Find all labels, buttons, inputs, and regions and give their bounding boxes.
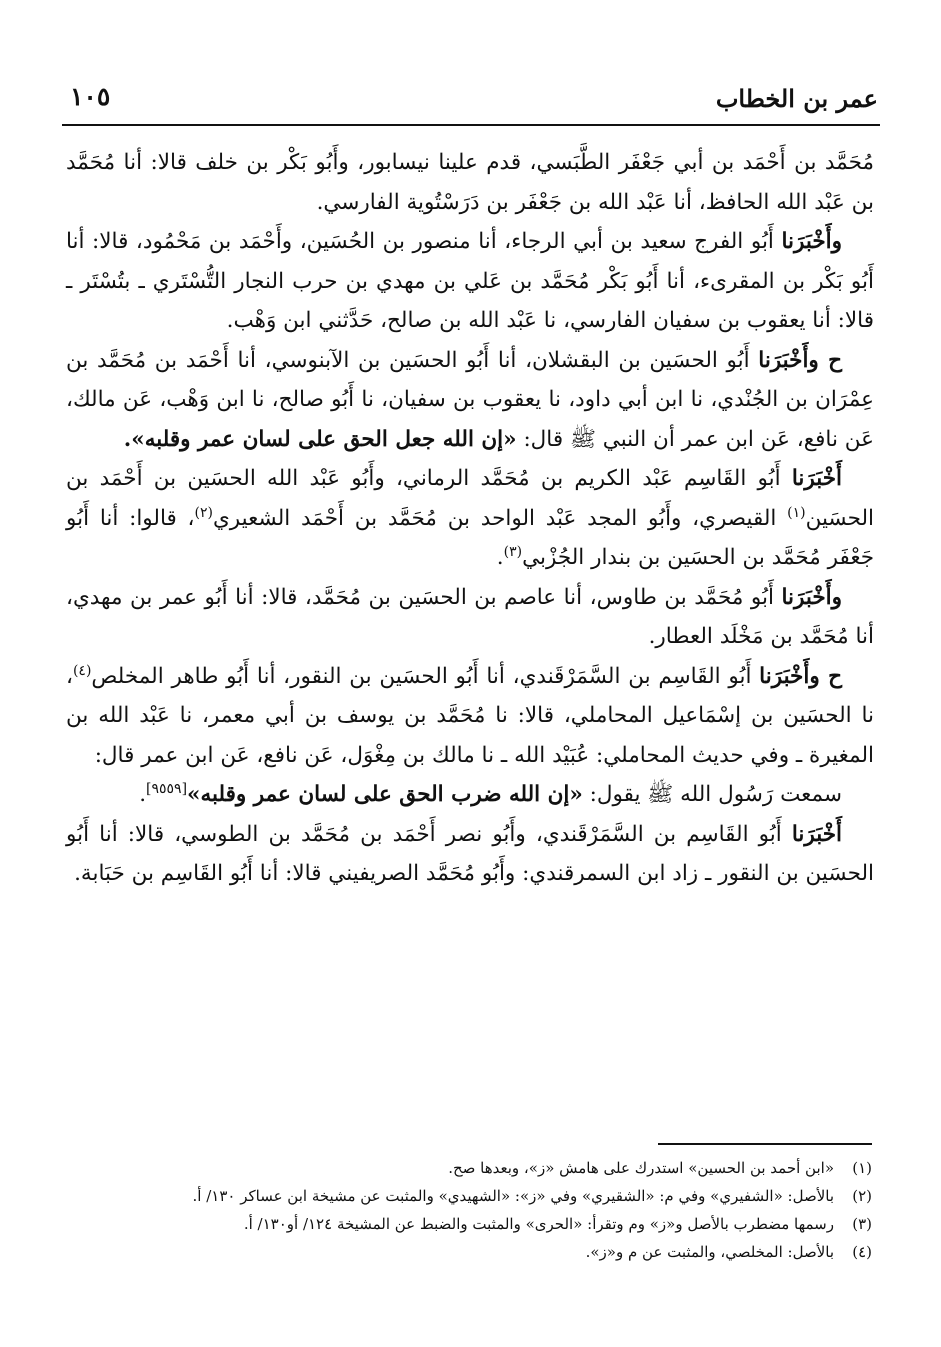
footnotes xyxy=(100,1154,872,1266)
paragraph xyxy=(66,341,874,460)
main-text xyxy=(66,143,874,894)
chain-lead: أَخْبَرَنا xyxy=(791,466,842,491)
page-number: ١٠٥ xyxy=(70,82,111,111)
paragraph xyxy=(66,657,874,776)
paragraph-text: ، نا الحسَين بن إسْمَاعيل المحاملي، قالا: نا مُحَمَّد بن يوسف بن أبي معمر، نا عَبْد الله بن المغيرة ـ وفي حديث المحاملي: عُبَيْد الله ـ نا مالك بن مِغْوَل، عَن نافع، عَن ابن عمر قال: xyxy=(66,663,874,768)
footnote-text: بالأصل: المخلصي، والمثبت عن م و«ز». xyxy=(585,1243,834,1261)
chain-lead: ح وأَخْبَرَنا xyxy=(758,347,843,373)
paragraph xyxy=(66,578,874,657)
footnote-text: «ابن أحمد بن الحسين» استدرك على هامش «ز»، وبعدها صح. xyxy=(448,1159,834,1177)
paragraph xyxy=(66,815,874,894)
footnote-number: (١) xyxy=(852,1159,872,1177)
footnote-text: بالأصل: «الشفيري» وفي م: «الشقيري» وفي «ز»: «الشهيدي» والمثبت عن مشيخة ابن عساكر ١٣٠/ أ. xyxy=(192,1187,834,1205)
hadith-text: «إن الله ضرب الحق على لسان عمر وقلبه» xyxy=(187,782,583,807)
paragraph-text: . xyxy=(496,545,504,570)
chain-lead: أَخْبَرَنا xyxy=(791,821,842,847)
hadith-number: [٩٥٥٩] xyxy=(146,780,188,797)
paragraph-text: أَبُو الفرج سعيد بن أبي الرجاء، أنا منصور بن الحُسَين، وأَحْمَد بن مَحْمُود، قالا: أنا أَبُو بَكْر بن المقرىء، أنا أَبُو بَكْر مُحَمَّد بن عَلي بن مهدي بن حرب النجار التُّسْتَري ـ بتُسْتَر ـ قالا: أنا يعقوب بن سفيان الفارسي، نا عَبْد الله بن صالح، حَدَّثني ابن وَهْب. xyxy=(66,229,874,333)
footnote xyxy=(100,1154,872,1182)
footnote-ref: (٢) xyxy=(194,504,213,521)
paragraph-text: أَبُو القَاسِم بن السَّمَرْقَندي، أنا أَبُو الحسَين بن النقور، أنا أَبُو طاهر المخلص xyxy=(91,663,760,689)
paragraph xyxy=(66,775,874,815)
paragraph-text: أَبُو مُحَمَّد بن طاوس، أنا عاصم بن الحسَين بن مُحَمَّد، قالا: أنا أَبُو عمر بن مهدي، أنا مُحَمَّد بن مَخْلَد العطار. xyxy=(66,584,874,649)
chain-lead: وأَخْبَرَنا xyxy=(781,584,842,610)
footnote xyxy=(100,1210,872,1238)
page-header xyxy=(62,78,880,118)
footnote-ref: (١) xyxy=(787,504,806,521)
paragraph-text: ، قالوا: أنا أَبُو جَعْفَر مُحَمَّد بن الحسَين بن بندار الجُزْبي xyxy=(66,505,874,570)
footnote-number: (٣) xyxy=(852,1215,872,1233)
footnote-number: (٢) xyxy=(852,1187,872,1205)
paragraph-text: سمعت رَسُول الله ﷺ يقول: xyxy=(582,782,842,807)
paragraph xyxy=(66,222,874,341)
header-rule xyxy=(62,124,880,126)
footnote-text: رسمها مضطرب بالأصل و«ز» وم وتقرأ: «الحرى» والمثبت والضبط عن المشيخة ١٢٤/ أو١٣٠/ أ. xyxy=(243,1215,834,1233)
running-title: عمر بن الخطاب xyxy=(715,84,878,113)
hadith-text: «إن الله جعل الحق على لسان عمر وقلبه». xyxy=(123,426,517,452)
footnote xyxy=(100,1182,872,1210)
paragraph-text: مُحَمَّد بن أَحْمَد بن أبي جَعْفَر الطَّبَسي، قدم علينا نيسابور، وأَبُو بَكْر بن خلف قالا: أنا مُحَمَّد بن عَبْد الله الحافظ، أنا عَبْد الله بن جَعْفَر بن دَرَسْتُوية الفارسي. xyxy=(66,150,874,215)
paragraph-text: أَبُو القَاسِم عَبْد الكريم بن مُحَمَّد الرماني، وأَبُو عَبْد الله الحسَين بن أَحْمَد بن الحسَين xyxy=(66,466,875,531)
paragraph-text: القيصري، وأَبُو المجد عَبْد الواحد بن مُحَمَّد بن أَحْمَد الشعيري xyxy=(212,505,788,531)
paragraph xyxy=(66,143,874,222)
chain-lead: وأَخْبَرَنا xyxy=(781,229,842,254)
footnote-ref: (٣) xyxy=(503,543,523,560)
paragraph-text: . xyxy=(139,782,147,807)
footnote-ref: (٤) xyxy=(72,662,92,679)
chain-lead: ح وأَخْبَرَنا xyxy=(759,663,842,689)
paragraph xyxy=(66,459,874,578)
footnote-rule xyxy=(658,1143,872,1145)
paragraph-text: أَبُو القَاسِم بن السَّمَرْقَندي، وأَبُو نصر أَحْمَد بن مُحَمَّد بن الطوسي، قالا: أنا أَبُو الحسَين بن النقور ـ زاد ابن السمرقندي: وأَبُو مُحَمَّد الصريفيني قالا: أنا أَبُو القَاسِم بن حَبَابة. xyxy=(66,821,874,886)
footnote xyxy=(100,1238,872,1266)
footnote-number: (٤) xyxy=(852,1243,872,1261)
paragraph-text: أَبُو الحسَين بن البقشلان، أنا أَبُو الحسَين بن الآبنوسي، أنا أَحْمَد بن مُحَمَّد بن عِمْرَان بن الجُنْدي، نا ابن أبي داود، نا يعقوب بن سفيان، نا أَبُو صالح، نا ابن وَهْب، عَن مالك، عَن نافع، عَن ابن عمر أن النبي ﷺ قال: xyxy=(66,347,874,452)
